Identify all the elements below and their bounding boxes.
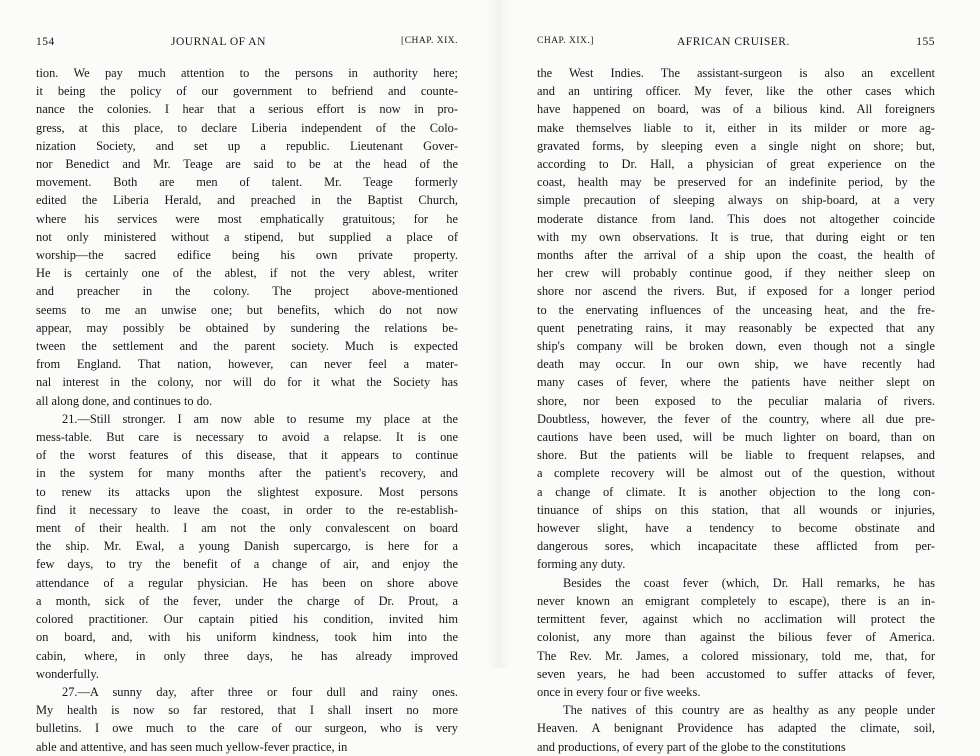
book-gutter [487,0,511,668]
text-line: where his services were most emphatically gratuitous; for he [36,211,458,226]
text-line: colonist, any more than against the bilious fever of America. [537,630,935,645]
running-title: JOURNAL OF AN [171,36,266,48]
text-line: moderate distance from land. This does not altogether coincide [537,211,935,226]
text-line: tween the settlement and the parent society. Much is expected [36,339,458,354]
text-line: never known an emigrant completely to escape), there is an in- [537,593,935,608]
text-line: forming any duty. [537,557,626,572]
text-line: on board, and, with his uniform kindness, took him into the [36,630,458,645]
page-number: 154 [36,36,55,48]
text-line: however slight, have a tendency to become obstinate and [537,521,935,536]
text-line: tion. We pay much attention to the persons in authority here; [36,66,458,80]
text-line: 21.—Still stronger. I am now able to resume my place at the [62,411,458,426]
right-page [537,0,935,754]
text-line: and productions, of every part of the globe to the constitutions [537,739,846,754]
text-line: shore. But the patients will be liable to frequent relapses, and [537,448,935,463]
text-line: ship's company will be broken down, even though not a single [537,339,935,354]
running-title: AFRICAN CRUISER. [677,36,790,48]
text-line: with my own observations. It is true, that during eight or ten [537,229,935,244]
text-line: gress, at this place, to declare Liberia independent of the Colo- [36,120,458,135]
text-line: her crew will probably continue good, if they neither sleep on [537,266,935,281]
text-line: a change of climate. It is another objection to the long con- [537,484,935,499]
right-page-header [537,36,935,54]
text-line: to renew its attacks upon the slightest exposure. Most persons [36,484,458,499]
text-line: Heaven. A benignant Providence has adapted the climate, soil, [537,721,935,736]
text-line: and an untiring officer. My fever, like the other cases which [537,84,935,99]
text-line: simple precaution of sleeping always on ship-board, at a very [537,193,935,208]
left-page-header [36,36,458,54]
text-line: The Rev. Mr. James, a colored missionary, told me, that, for [537,648,935,663]
text-line: a month, sick of the fever, under the charge of Dr. Prout, a [36,593,458,608]
text-line: from England. That nation, however, can never feel a mater- [36,357,458,372]
text-line: according to Dr. Hall, a physician of great experience on the [537,157,935,172]
text-line: shore nor ascend the rivers. But, if exposed for a longer period [537,284,935,299]
text-line: nance the colonies. I hear that a serious effort is now in pro- [36,102,458,117]
page-number: 155 [916,36,935,48]
text-line: all along done, and continues to do. [36,393,213,408]
text-line: tinuance of ships on this station, that all wounds or injuries, [537,502,935,517]
text-line: seems to me an unwise one; but benefits, which do not now [36,302,458,317]
text-line: nor Benedict and Mr. Teage are said to be at the head of the [36,157,458,172]
text-line: a complete recovery will be almost out of the question, without [537,466,935,481]
right-page-text [537,64,935,756]
left-page [36,0,458,754]
text-line: many cases of fever, where the patients have neither slept on [537,375,935,390]
text-line: cautions have been used, will be much lighter on board, than on [537,430,935,445]
chapter-reference: CHAP. XIX.] [537,36,594,46]
text-line: My health is now so far restored, that I shall insert no more [36,703,458,718]
text-line: The natives of this country are as healthy as any people under [563,703,935,718]
text-line: attendance of a regular physician. He has been on shore above [36,575,458,590]
text-line: Doubtless, however, the fever of the country, where all due pre- [537,411,935,426]
text-line: to the enervating influences of the unceasing heat, and the fre- [537,302,935,317]
text-line: have happened on board, was of a bilious kind. All foreigners [537,102,935,117]
text-line: He is certainly one of the ablest, if not the very ablest, writer [36,266,458,281]
text-line: the ship. Mr. Ewal, a young Danish supercargo, is here for a [36,539,458,554]
text-line: cabin, where, in only three days, he has already improved [36,648,458,663]
chapter-reference: [CHAP. XIX. [401,36,458,46]
text-line: quent penetrating rains, it may reasonably be expected that any [537,320,935,335]
text-line: edited the Liberia Herald, and preached in the Baptist Church, [36,193,458,208]
text-line: once in every four or five weeks. [537,684,701,699]
text-line: find it necessary to leave the coast, in order to the re-establish- [36,502,458,517]
text-line: ment of their health. I am not the only convalescent on board [36,521,458,536]
text-line: gravated forms, by sleeping even a single night on shore; but, [537,138,935,153]
text-line: make themselves liable to it, either in its milder or more ag- [537,120,935,135]
text-line: months after the arrival of a ship upon the coast, the health of [537,248,935,263]
text-line: able and attentive, and has seen much yellow-fever practice, in [36,739,348,754]
text-line: appear, may possibly be obtained by sundering the relations be- [36,320,458,335]
text-line: colored practitioner. Our captain pitied his condition, invited him [36,612,458,627]
text-line: it being the policy of our government to befriend and counte- [36,84,458,99]
text-line: mess-table. But care is necessary to avoid a relapse. It is one [36,430,458,445]
text-line: few days, to try the benefit of a change of air, and enjoy the [36,557,458,572]
text-line: shore, nor been exposed to the peculiar malaria of rivers. [537,393,935,408]
text-line: the West Indies. The assistant-surgeon is also an excellent [537,66,935,80]
text-line: not only ministered without a stipend, but supplied a place of [36,229,458,244]
text-line: of the worst features of this disease, that it appears to continue [36,448,458,463]
text-line: nal interest in the colony, nor will do for it what the Society has [36,375,458,390]
text-line: termittent fever, against which no acclimation will protect the [537,612,935,627]
text-line: coast, health may be preserved for an indefinite period, by the [537,175,935,190]
text-line: bulletins. I owe much to the care of our surgeon, who is very [36,721,458,736]
text-line: death may occur. In our own ship, we have recently had [537,357,935,372]
text-line: dangerous sores, which incapacitate these afflicted from per- [537,539,935,554]
text-line: in the system for many months after the patient's recovery, and [36,466,458,481]
text-line: Besides the coast fever (which, Dr. Hall remarks, he has [563,575,935,590]
text-line: seven years, he had been accustomed to suffer attacks of fever, [537,666,935,681]
text-line: movement. Both are men of talent. Mr. Teage formerly [36,175,458,190]
text-line: wonderfully. [36,666,99,681]
text-line: and preacher in the colony. The project above-mentioned [36,284,458,299]
text-line: 27.—A sunny day, after three or four dull and rainy ones. [62,684,458,699]
text-line: worship—the sacred edifice being his own private property. [36,248,458,263]
text-line: nization Society, and set up a republic. Lieutenant Gover- [36,138,458,153]
left-page-text [36,64,458,756]
